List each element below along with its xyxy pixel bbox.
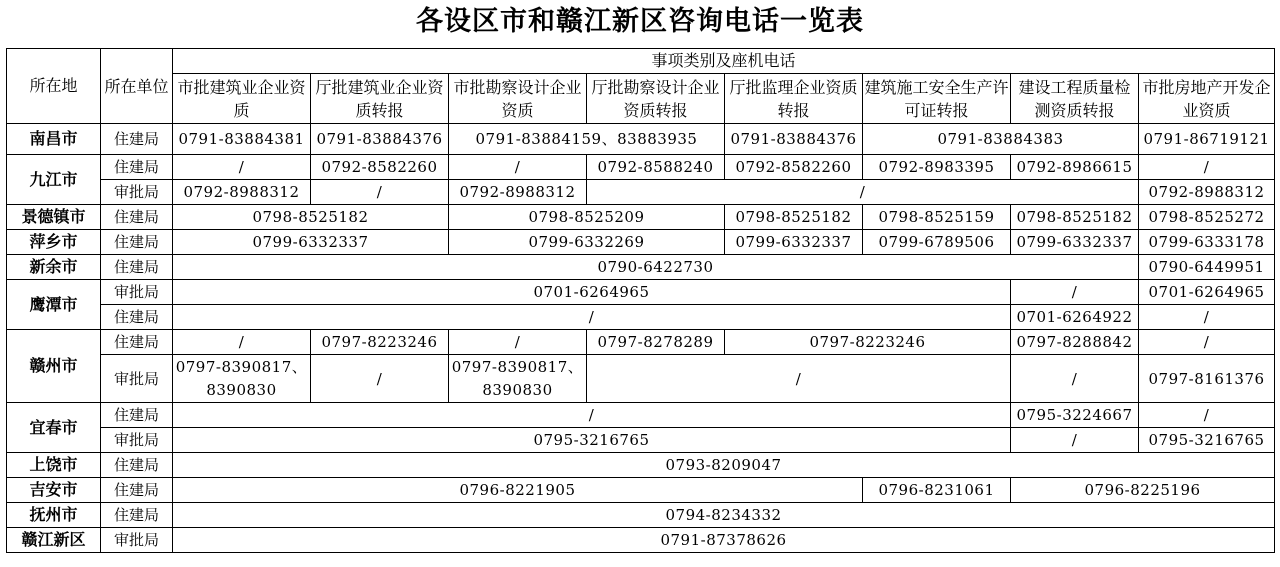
phone-cell: /: [1011, 355, 1139, 403]
phone-cell: 0799-6332269: [449, 230, 725, 255]
phone-cell: /: [311, 355, 449, 403]
phone-cell: 0798-8525182: [725, 205, 863, 230]
phone-cell: /: [449, 330, 587, 355]
phone-cell: 0797-8390817、8390830: [173, 355, 311, 403]
city-cell: 赣州市: [7, 330, 101, 403]
phone-cell: 0797-8161376: [1139, 355, 1275, 403]
phone-cell: 0701-6264965: [1139, 280, 1275, 305]
phone-cell: 0791-83884383: [863, 124, 1139, 155]
phone-cell: 0791-83884381: [173, 124, 311, 155]
phone-cell: 0797-8278289: [587, 330, 725, 355]
phone-cell: 0792-8988312: [1139, 180, 1275, 205]
table-row: [7, 305, 1275, 330]
table-row: [7, 428, 1275, 453]
table-row: [7, 453, 1275, 478]
unit-cell: 住建局: [101, 403, 173, 428]
phone-cell: 0796-8231061: [863, 478, 1011, 503]
table-row: [7, 478, 1275, 503]
phone-cell: /: [587, 180, 1139, 205]
phone-cell: /: [1139, 305, 1275, 330]
unit-cell: 住建局: [101, 255, 173, 280]
phone-cell: 0795-3216765: [1139, 428, 1275, 453]
phone-cell: 0798-8525159: [863, 205, 1011, 230]
unit-cell: 住建局: [101, 205, 173, 230]
unit-cell: 住建局: [101, 124, 173, 155]
phone-cell: 0701-6264922: [1011, 305, 1139, 330]
phone-cell: /: [173, 330, 311, 355]
header-group: 事项类别及座机电话: [173, 49, 1275, 74]
unit-cell: 住建局: [101, 155, 173, 180]
header-col-1: 市批建筑业企业资质: [173, 74, 311, 124]
unit-cell: 审批局: [101, 355, 173, 403]
table-row: [7, 155, 1275, 180]
phone-cell: /: [449, 155, 587, 180]
table-row: [7, 403, 1275, 428]
unit-cell: 住建局: [101, 503, 173, 528]
unit-cell: 审批局: [101, 280, 173, 305]
phone-cell: 0701-6264965: [173, 280, 1011, 305]
phone-cell: 0790-6449951: [1139, 255, 1275, 280]
table-row: [7, 180, 1275, 205]
phone-cell: /: [173, 305, 1011, 330]
table-row: [7, 205, 1275, 230]
phone-cell: /: [173, 403, 1011, 428]
unit-cell: 住建局: [101, 478, 173, 503]
phone-cell: 0791-83884376: [311, 124, 449, 155]
phone-cell: 0798-8525272: [1139, 205, 1275, 230]
phone-cell: /: [1011, 428, 1139, 453]
phone-cell: /: [1139, 155, 1275, 180]
table-row: [7, 280, 1275, 305]
phone-cell: 0796-8221905: [173, 478, 863, 503]
phone-cell: 0793-8209047: [173, 453, 1275, 478]
table-row: [7, 255, 1275, 280]
unit-cell: 审批局: [101, 428, 173, 453]
phone-cell: /: [587, 355, 1011, 403]
phone-cell: 0790-6422730: [173, 255, 1139, 280]
phone-cell: 0792-8983395: [863, 155, 1011, 180]
table-row: [7, 330, 1275, 355]
phone-cell: 0792-8582260: [725, 155, 863, 180]
phone-cell: 0792-8988312: [173, 180, 311, 205]
table-row: [7, 503, 1275, 528]
table-row: [7, 355, 1275, 403]
phone-cell: 0798-8525182: [1011, 205, 1139, 230]
table-row: [7, 528, 1275, 553]
phone-cell: 0791-86719121: [1139, 124, 1275, 155]
unit-cell: 住建局: [101, 230, 173, 255]
city-cell: 南昌市: [7, 124, 101, 155]
phone-cell: 0791-83884159、83883935: [449, 124, 725, 155]
phone-cell: /: [173, 155, 311, 180]
city-cell: 景德镇市: [7, 205, 101, 230]
phone-cell: /: [1139, 403, 1275, 428]
phone-cell: /: [1139, 330, 1275, 355]
phone-cell: 0792-8582260: [311, 155, 449, 180]
phone-cell: 0792-8988312: [449, 180, 587, 205]
phone-cell: 0794-8234332: [173, 503, 1275, 528]
city-cell: 鹰潭市: [7, 280, 101, 330]
phone-cell: /: [1011, 280, 1139, 305]
unit-cell: 住建局: [101, 305, 173, 330]
phone-cell: 0799-6332337: [173, 230, 449, 255]
phone-cell: 0796-8225196: [1011, 478, 1275, 503]
header-col-5: 厅批监理企业资质转报: [725, 74, 863, 124]
table-row: [7, 230, 1275, 255]
phone-cell: 0795-3224667: [1011, 403, 1139, 428]
phone-cell: 0797-8223246: [725, 330, 1011, 355]
phone-cell: 0799-6789506: [863, 230, 1011, 255]
phone-cell: 0797-8390817、8390830: [449, 355, 587, 403]
city-cell: 新余市: [7, 255, 101, 280]
unit-cell: 审批局: [101, 528, 173, 553]
phone-cell: 0791-83884376: [725, 124, 863, 155]
phone-cell: 0792-8588240: [587, 155, 725, 180]
city-cell: 抚州市: [7, 503, 101, 528]
header-col-7: 建设工程质量检测资质转报: [1011, 74, 1139, 124]
phone-cell: 0797-8288842: [1011, 330, 1139, 355]
header-col-8: 市批房地产开发企业资质: [1139, 74, 1275, 124]
phone-cell: 0797-8223246: [311, 330, 449, 355]
city-cell: 宜春市: [7, 403, 101, 453]
city-cell: 九江市: [7, 155, 101, 205]
header-col-6: 建筑施工安全生产许可证转报: [863, 74, 1011, 124]
phone-cell: 0799-6333178: [1139, 230, 1275, 255]
phone-cell: 0799-6332337: [1011, 230, 1139, 255]
unit-cell: 住建局: [101, 453, 173, 478]
phone-cell: 0799-6332337: [725, 230, 863, 255]
header-col-2: 厅批建筑业企业资质转报: [311, 74, 449, 124]
phone-cell: 0798-8525182: [173, 205, 449, 230]
phone-cell: 0798-8525209: [449, 205, 725, 230]
phone-cell: 0792-8986615: [1011, 155, 1139, 180]
page-title: 各设区市和赣江新区咨询电话一览表: [416, 6, 864, 37]
city-cell: 赣江新区: [7, 528, 101, 553]
phone-directory-table: [6, 48, 1275, 553]
city-cell: 吉安市: [7, 478, 101, 503]
header-col-4: 厅批勘察设计企业资质转报: [587, 74, 725, 124]
table-row: [7, 124, 1275, 155]
phone-cell: 0795-3216765: [173, 428, 1011, 453]
unit-cell: 住建局: [101, 330, 173, 355]
phone-cell: 0791-87378626: [173, 528, 1275, 553]
city-cell: 上饶市: [7, 453, 101, 478]
header-unit: 所在单位: [101, 49, 173, 124]
city-cell: 萍乡市: [7, 230, 101, 255]
header-col-3: 市批勘察设计企业资质: [449, 74, 587, 124]
phone-cell: /: [311, 180, 449, 205]
unit-cell: 审批局: [101, 180, 173, 205]
header-location: 所在地: [7, 49, 101, 124]
